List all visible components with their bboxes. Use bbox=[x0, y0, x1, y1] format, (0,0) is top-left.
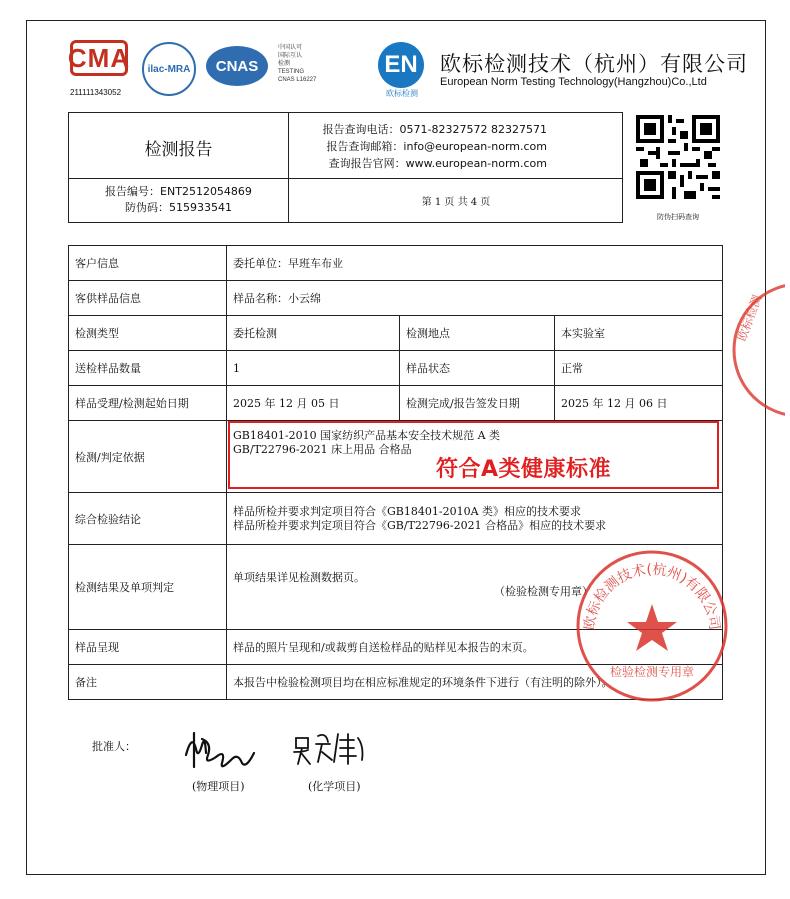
cma-mark: CMA bbox=[70, 40, 128, 76]
presentation-value: 样品的照片呈现和/或裁剪自送检样品的贴样见本报告的末页。 bbox=[227, 630, 723, 665]
basis-label: 检测/判定依据 bbox=[69, 421, 227, 493]
sample-status-value: 正常 bbox=[555, 351, 723, 386]
start-date-value: 2025 年 12 月 05 日 bbox=[227, 386, 400, 421]
partial-seal-icon bbox=[725, 280, 785, 420]
result-label: 检测结果及单项判定 bbox=[69, 545, 227, 630]
table-row bbox=[69, 281, 723, 316]
test-location-value: 本实验室 bbox=[555, 316, 723, 351]
company-logo-subtitle: 欧标检测 bbox=[386, 89, 418, 98]
cnas-logo: CNAS bbox=[206, 46, 268, 86]
qr-caption: 防伪扫码查询 bbox=[657, 213, 699, 221]
end-date-value: 2025 年 12 月 06 日 bbox=[555, 386, 723, 421]
company-name-cn: 欧标检测技术（杭州）有限公司 bbox=[440, 52, 748, 76]
table-row bbox=[69, 246, 723, 281]
result-text: 单项结果详见检测数据页。 bbox=[233, 571, 365, 584]
cnas-text: 中国认可 国际互认 检测 TESTING CNAS L16227 bbox=[278, 45, 317, 83]
basis-line: GB18401-2010 国家纺织产品基本安全技术规范 A 类 bbox=[233, 429, 501, 442]
signature-chemical bbox=[292, 728, 372, 768]
sample-value: 样品名称：小云绵 bbox=[227, 281, 723, 316]
ilac-mra-logo: ilac-MRA bbox=[142, 42, 196, 96]
end-date-label: 检测完成/报告签发日期 bbox=[400, 386, 555, 421]
cma-number: 211111343052 bbox=[70, 88, 122, 97]
signature-caption-physical: (物理项目) bbox=[192, 780, 245, 793]
partial-seal-text: 欧标检测 bbox=[734, 293, 765, 344]
certification-logos bbox=[67, 40, 318, 102]
conclusion-line: 样品所检并要求判定项目符合《GB18401-2010A 类》相应的技术要求 bbox=[233, 504, 582, 518]
query-phone: 报告查询电话：0571-82327572 82327571 bbox=[322, 123, 547, 136]
conclusion-label: 综合检验结论 bbox=[69, 493, 227, 545]
table-row bbox=[69, 386, 723, 421]
signature-physical bbox=[180, 725, 260, 773]
client-label: 客户信息 bbox=[69, 246, 227, 281]
seal-ring-text: 欧标检测技术(杭州)有限公司 bbox=[581, 561, 723, 632]
query-email[interactable]: 报告查询邮箱：info@european-norm.com bbox=[326, 140, 547, 153]
table-row bbox=[69, 316, 723, 351]
seal-bottom-text: 检验检测专用章 bbox=[609, 665, 695, 679]
sample-qty-label: 送检样品数量 bbox=[69, 351, 227, 386]
company-seal-icon bbox=[572, 546, 732, 706]
company-logo bbox=[378, 42, 426, 98]
sample-label: 客供样品信息 bbox=[69, 281, 227, 316]
start-date-label: 样品受理/检测起始日期 bbox=[69, 386, 227, 421]
report-number-block bbox=[69, 184, 288, 216]
remark-value: 本报告中检验检测项目均在相应标准规定的环境条件下进行（有注明的除外）。 bbox=[227, 665, 723, 700]
table-row bbox=[69, 351, 723, 386]
sample-status-label: 样品状态 bbox=[400, 351, 555, 386]
sample-qty-value: 1 bbox=[227, 351, 400, 386]
basis-line: GB/T22796-2021 床上用品 合格品 bbox=[233, 443, 412, 456]
company-name-en: European Norm Testing Technology(Hangzhou)Co.,Ltd bbox=[440, 76, 707, 88]
client-value: 委托单位：早班车布业 bbox=[227, 246, 723, 281]
stamp-note: （检验检测专用章） bbox=[494, 585, 593, 598]
report-title: 检测报告 bbox=[144, 140, 213, 160]
conclusion-value bbox=[227, 493, 723, 545]
test-type-label: 检测类型 bbox=[69, 316, 227, 351]
contact-info bbox=[299, 121, 547, 172]
test-type-value: 委托检测 bbox=[227, 316, 400, 351]
highlight-annotation: 符合A类健康标准 bbox=[436, 457, 612, 482]
en-logo-icon: EN bbox=[378, 42, 424, 88]
conclusion-line: 样品所检并要求判定项目符合《GB/T22796-2021 合格品》相应的技术要求 bbox=[233, 518, 607, 532]
query-website[interactable]: 查询报告官网：www.european-norm.com bbox=[328, 157, 547, 170]
table-row bbox=[69, 493, 723, 545]
report-number: 报告编号：ENT2512054869 bbox=[105, 185, 252, 198]
anti-fake-code: 防伪码：515933541 bbox=[125, 201, 232, 214]
approver-label: 批准人： bbox=[92, 740, 136, 753]
signature-caption-chemical: (化学项目) bbox=[308, 780, 361, 793]
page-info: 第 1 页 共 4 页 bbox=[421, 197, 491, 208]
qr-code-icon[interactable] bbox=[636, 115, 720, 199]
remark-label: 备注 bbox=[69, 665, 227, 700]
report-info-box bbox=[68, 112, 623, 223]
cma-logo bbox=[67, 40, 132, 97]
test-location-label: 检测地点 bbox=[400, 316, 555, 351]
presentation-label: 样品呈现 bbox=[69, 630, 227, 665]
